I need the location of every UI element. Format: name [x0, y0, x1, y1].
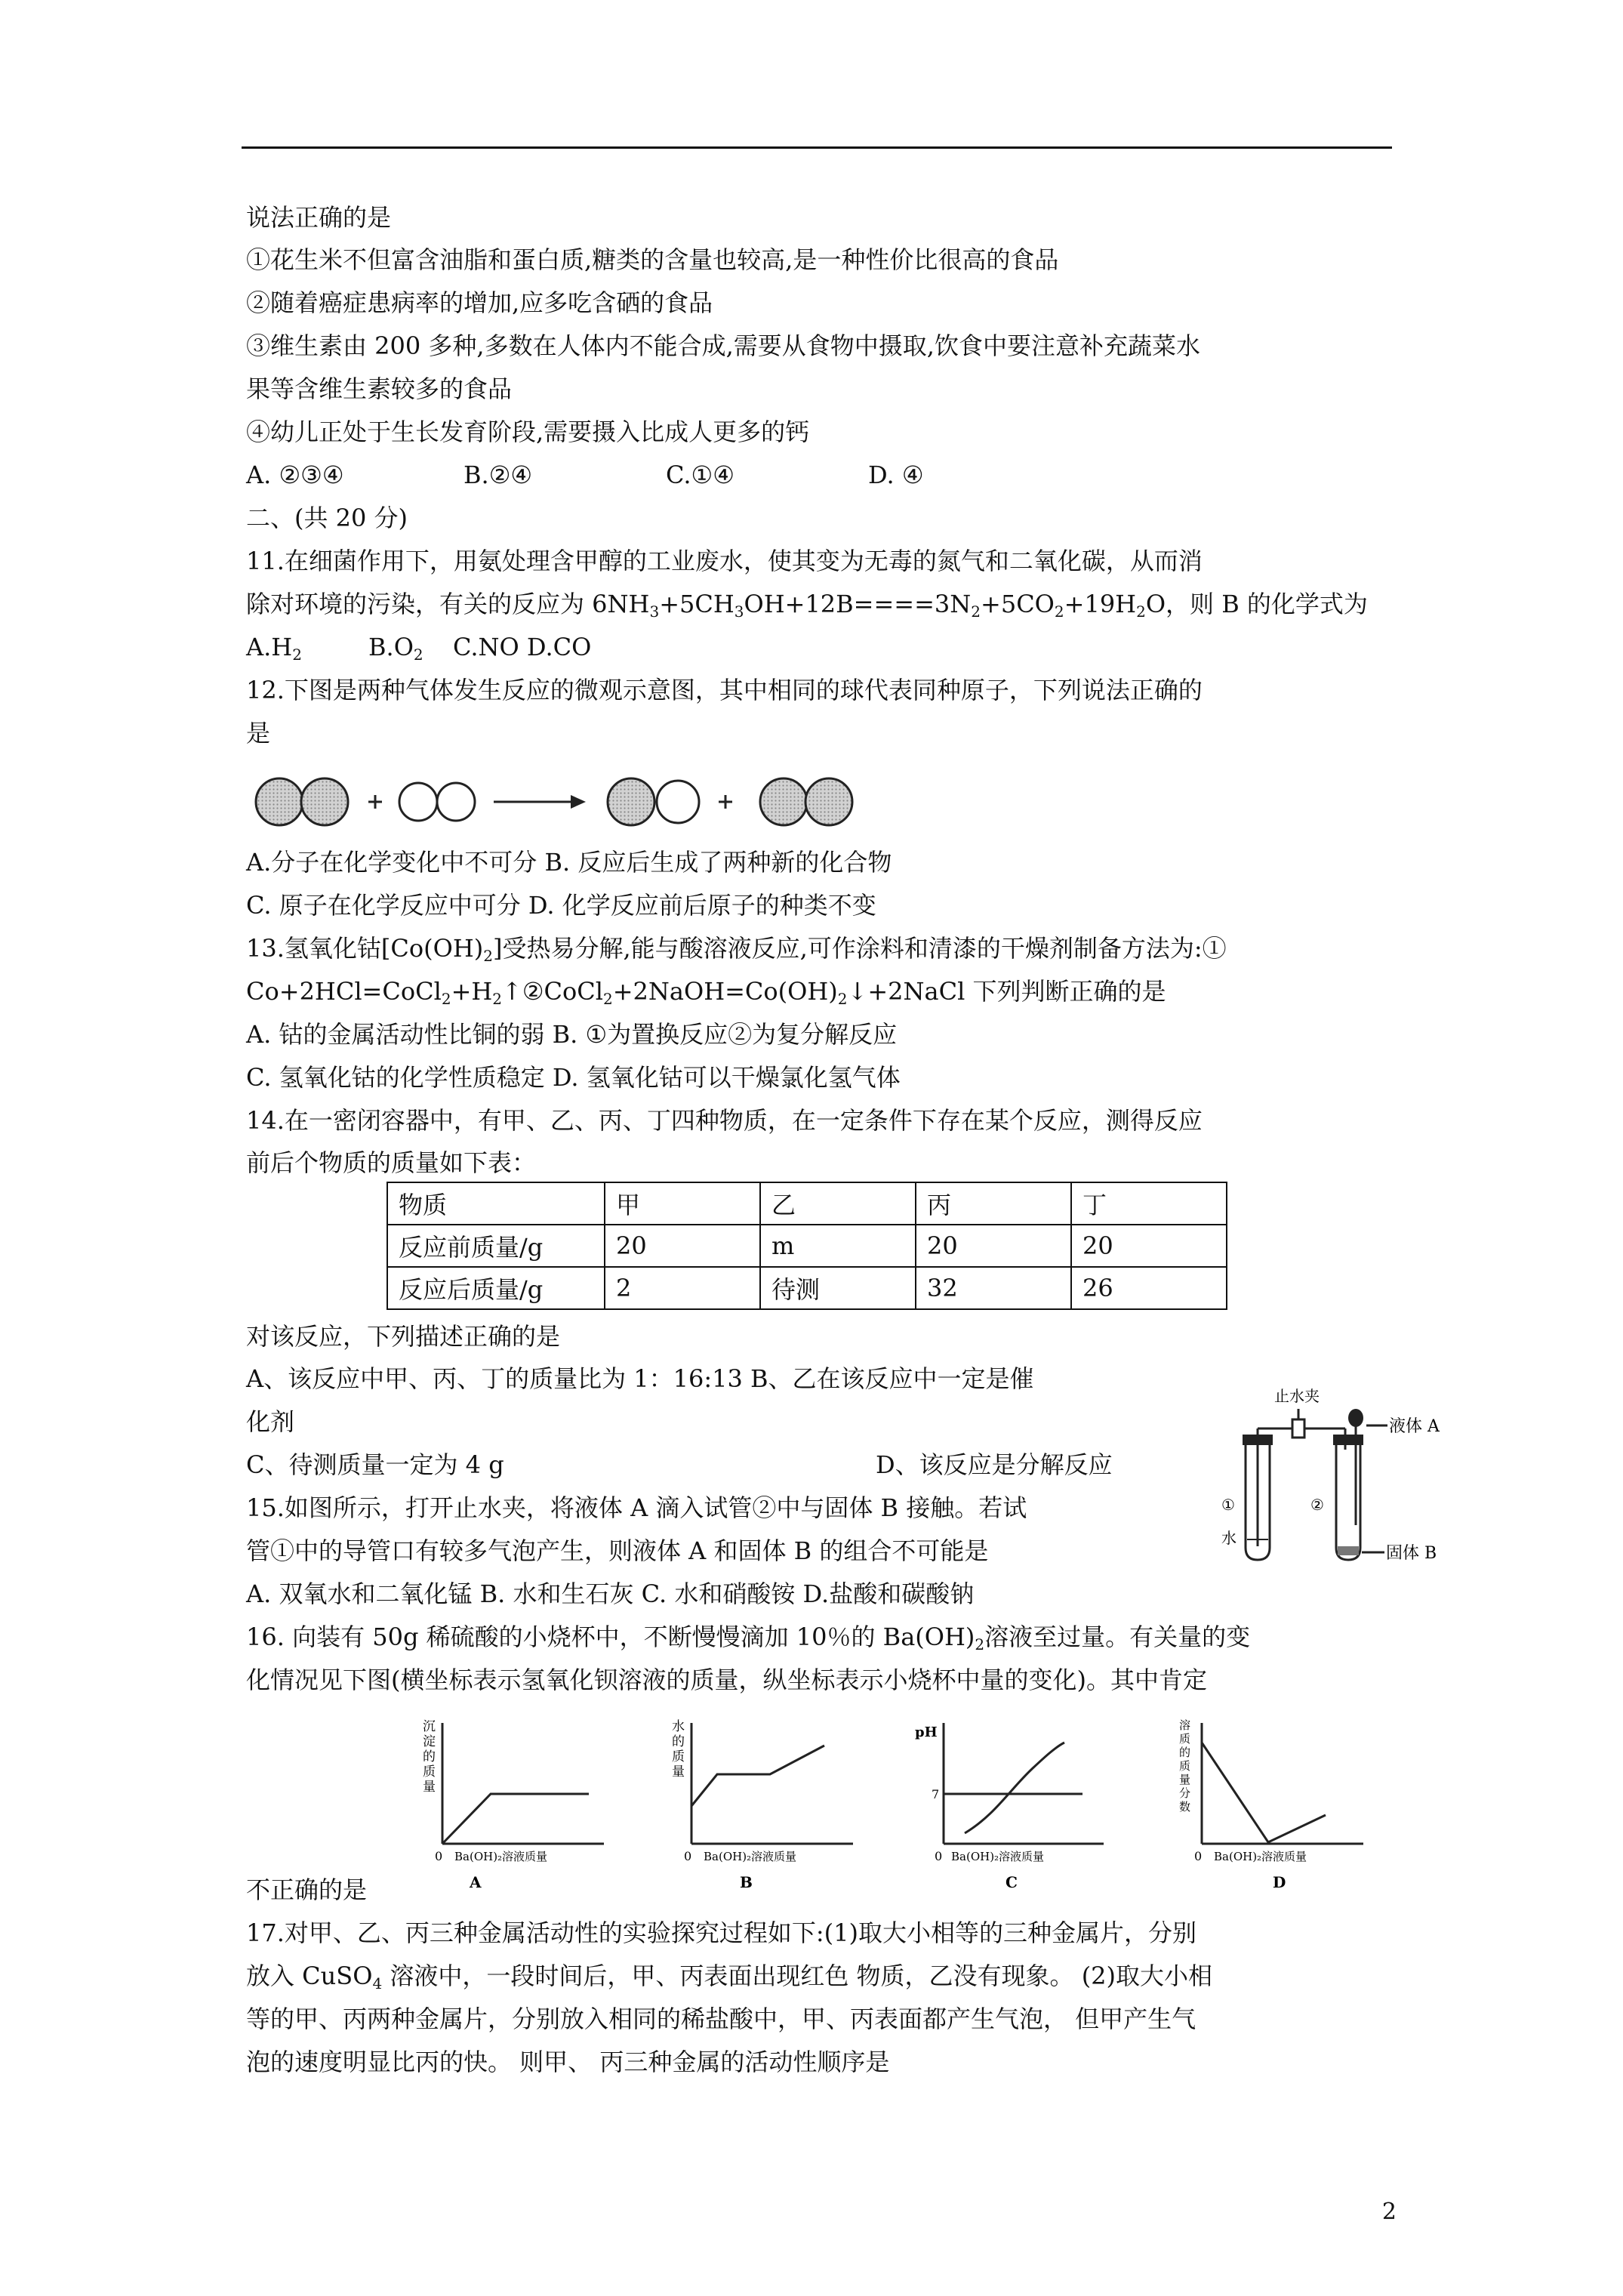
table-row [387, 1225, 1227, 1267]
text-line: ②随着癌症患病率的增加,应多吃含硒的食品 [246, 288, 713, 317]
solid-b [1338, 1546, 1359, 1555]
atom-gray [301, 778, 348, 825]
graph-xlabel: Ba(OH)₂溶液质量 [1214, 1850, 1307, 1863]
stopper [1333, 1435, 1363, 1445]
table-header-cell: 甲 [605, 1182, 760, 1225]
question-15: 15.如图所示，打开止水夹，将液体 A 滴入试管②中与固体 B 接触。若试 [246, 1493, 1027, 1522]
question-13-options: C. 氢氧化钴的化学性质稳定 D. 氢氧化钴可以干燥氯化氢气体 [246, 1063, 901, 1092]
text-line: ③维生素由 200 多种,多数在人体内不能合成,需要从食物中摄取,饮食中要注意补充蔬菜水 [246, 331, 1200, 360]
graph-curve [1202, 1743, 1326, 1842]
stopper [1243, 1435, 1273, 1445]
graph-letter: A [470, 1873, 482, 1891]
text-line: 果等含维生素较多的食品 [246, 374, 513, 403]
option-d: D. ④ [868, 461, 924, 489]
question-14-options: 化剂 [246, 1407, 295, 1436]
question-11: 11.在细菌作用下，用氨处理含甲醇的工业废水，使其变为无毒的氮气和二氧化碳，从而消 [246, 547, 1203, 575]
table-cell: 待测 [760, 1267, 916, 1309]
graph-origin: 0 [435, 1849, 443, 1863]
question-13-equation: $Co+2HCl=CoCl_2+H_2↑②CoCl_2+2NaOH=Co(OH)_2↓+2NaCl$ 下列判断正确的是 [246, 977, 1166, 1008]
option-b: B.②④ [463, 461, 533, 489]
liquid-label: 液体 A [1389, 1417, 1440, 1436]
graph-ylabel: 沉淀的质量 [423, 1719, 436, 1795]
graph-curve [965, 1743, 1064, 1833]
atom-gray [805, 778, 852, 825]
solid-label: 固体 B [1386, 1544, 1437, 1563]
bulb [1348, 1409, 1363, 1427]
question-12-options: C. 原子在化学反应中可分 D. 化学反应前后原子的种类不变 [246, 891, 876, 920]
arrow-head [571, 795, 586, 809]
graph-b [657, 1715, 876, 1897]
graph-origin: 0 [1194, 1849, 1203, 1863]
table-header-cell: 丁 [1071, 1182, 1227, 1225]
graph-xlabel: Ba(OH)₂溶液质量 [951, 1850, 1045, 1863]
table-cell: m [760, 1225, 916, 1267]
graph-origin: 0 [684, 1849, 692, 1863]
question-11-equation: 除对环境的污染，有关的反应为 $6NH_3+5CH_3OH+12B====3N_2+5CO_2+19H_2O$，则 B 的化学式为 [246, 590, 1368, 621]
water-level [1247, 1539, 1268, 1540]
graph-d [1167, 1715, 1386, 1897]
atom-gray [608, 778, 654, 825]
question-17-cont: 泡的速度明显比丙的快。 则甲、 丙三种金属的活动性顺序是 [246, 2048, 890, 2076]
table-cell: 26 [1071, 1267, 1227, 1309]
graph-tick: 7 [932, 1787, 940, 1801]
question-15-options: A. 双氧水和二氧化锰 B. 水和生石灰 C. 水和硝酸铵 D.盐酸和碳酸钠 [246, 1579, 975, 1608]
question-14-options: A、该反应中甲、丙、丁的质量比为 1：16:13 B、乙在该反应中一定是催 [246, 1364, 1034, 1393]
table-cell: 20 [605, 1225, 760, 1267]
table-row [387, 1267, 1227, 1309]
table-cell: 2 [605, 1267, 760, 1309]
question-16-cont: 化情况见下图(横坐标表示氢氧化钡溶液的质量，纵坐标表示小烧杯中量的变化)。其中肯定 [246, 1666, 1207, 1694]
graph-ylabel: 溶质的质量分数 [1179, 1718, 1191, 1814]
question-13-options: A. 钴的金属活动性比铜的弱 B. ①为置换反应②为复分解反应 [246, 1020, 898, 1049]
question-13: 13.氢氧化钴$[Co(OH)_2]$受热易分解,能与酸溶液反应,可作涂料和清漆的干燥剂制备方法为:① [246, 934, 1227, 965]
table-cell: 20 [916, 1225, 1071, 1267]
option-a: $A.H_2$ [246, 633, 302, 664]
graph-letter: C [1006, 1873, 1018, 1891]
mass-table [387, 1182, 1227, 1310]
option-b: $B.O_2$ [368, 633, 423, 664]
question-14-prompt: 对该反应，下列描述正确的是 [246, 1322, 561, 1351]
table-cell: 32 [916, 1267, 1071, 1309]
option-d: D、该反应是分解反应 [876, 1450, 1113, 1479]
atom-white [657, 781, 699, 823]
table-cell: 20 [1071, 1225, 1227, 1267]
question-14: 14.在一密闭容器中，有甲、乙、丙、丁四种物质，在一定条件下存在某个反应，测得反应 [246, 1106, 1203, 1135]
atom-white [399, 783, 437, 821]
graph-xlabel: Ba(OH)₂溶液质量 [704, 1850, 797, 1863]
question-17-cont: 等的甲、丙两种金属片，分别放入相同的稀盐酸中，甲、丙表面都产生气泡， 但甲产生气 [246, 2005, 1196, 2033]
question-12: 12.下图是两种气体发生反应的微观示意图，其中相同的球代表同种原子，下列说法正确的 [246, 676, 1203, 704]
table-header-cell: 乙 [760, 1182, 916, 1225]
water-label: 水 [1221, 1529, 1236, 1547]
option-c: C、待测质量一定为 4 g [246, 1450, 504, 1479]
graph-letter: D [1273, 1873, 1286, 1891]
question-16-end: 不正确的是 [246, 1875, 368, 1904]
graph-ylabel: 水的质量 [672, 1719, 685, 1780]
question-14-cont: 前后个物质的质量如下表： [246, 1148, 537, 1177]
question-16: 16. 向装有 50g 稀硫酸的小烧杯中，不断慢慢滴加 10％的 $Ba(OH)_2$溶液至过量。有关量的变 [246, 1623, 1251, 1653]
table-header-cell: 物质 [387, 1182, 605, 1225]
graph-curve [442, 1794, 589, 1844]
table-row [387, 1182, 1227, 1225]
clamp-mark [1292, 1419, 1304, 1438]
table-cell: 反应后质量/g [387, 1267, 605, 1309]
reaction-diagram [242, 769, 861, 837]
graph-letter: B [740, 1873, 753, 1891]
table-cell: 反应前质量/g [387, 1225, 605, 1267]
table-header-cell: 丙 [916, 1182, 1071, 1225]
question-17-cont: 放入 CuSO$_4$ 溶液中，一段时间后，甲、丙表面出现红色 物质，乙没有现象。 (2)取大小相 [246, 1962, 1213, 1992]
apparatus-diagram [1215, 1382, 1440, 1570]
graph-c [904, 1715, 1123, 1897]
option-c: C.①④ [666, 461, 735, 489]
atom-gray [256, 778, 303, 825]
graph-curve [691, 1746, 824, 1806]
text-line: ①花生米不但富含油脂和蛋白质,糖类的含量也较高,是一种性价比很高的食品 [246, 245, 1059, 274]
graph-origin: 0 [935, 1849, 943, 1863]
section-heading: 二、(共 20 分) [246, 504, 408, 532]
header-rule [242, 146, 1392, 149]
tube-2-label: ② [1310, 1496, 1324, 1514]
atom-white [437, 783, 475, 821]
atom-gray [760, 778, 807, 825]
text-line: ④幼儿正处于生长发育阶段,需要摄入比成人更多的钙 [246, 418, 810, 446]
graph-a [408, 1715, 627, 1897]
question-12-cont: 是 [246, 719, 271, 747]
page-number: 2 [1381, 2199, 1397, 2225]
graph-ylabel: pH [915, 1724, 938, 1740]
question-17: 17.对甲、乙、丙三种金属活动性的实验探究过程如下:(1)取大小相等的三种金属片，分别 [246, 1918, 1197, 1947]
graph-xlabel: Ba(OH)₂溶液质量 [454, 1850, 548, 1863]
question-15-cont: 管①中的导管口有较多气泡产生，则液体 A 和固体 B 的组合不可能是 [246, 1536, 989, 1565]
tube-1-label: ① [1221, 1496, 1235, 1514]
question-12-options: A.分子在化学变化中不可分 B. 反应后生成了两种新的化合物 [246, 848, 892, 877]
clamp-label: 止水夹 [1274, 1387, 1320, 1405]
text-line: 说法正确的是 [246, 203, 392, 232]
option-cd: C.NO D.CO [453, 633, 592, 661]
option-a: A. ②③④ [246, 461, 344, 489]
